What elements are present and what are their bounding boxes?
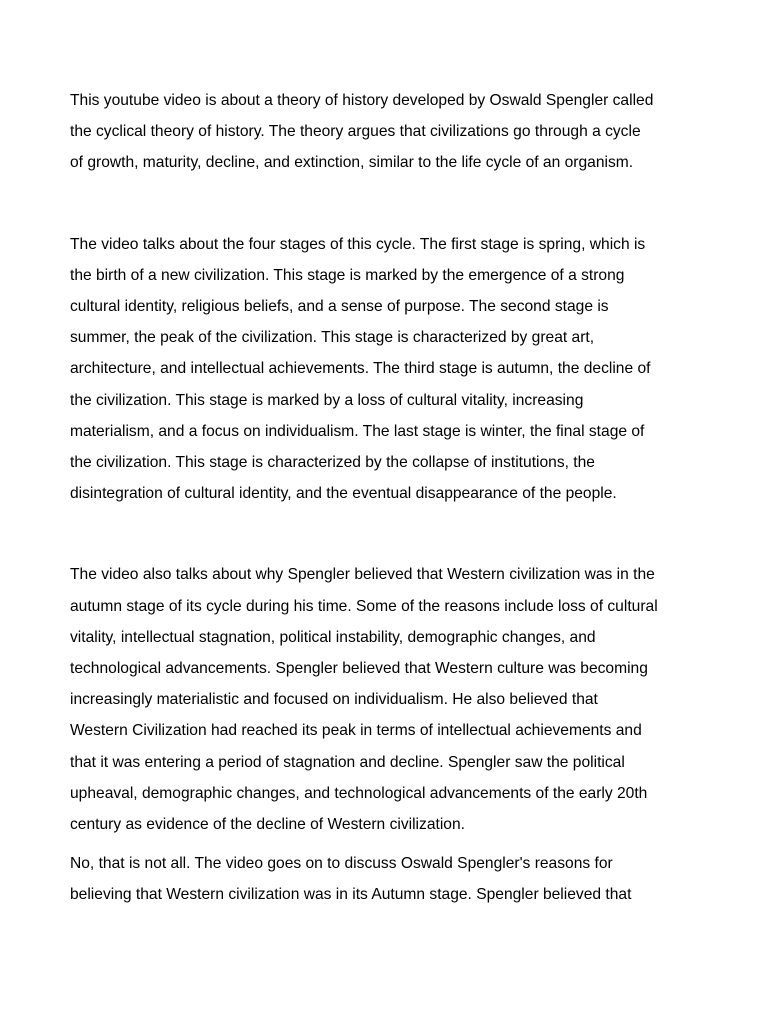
paragraph-autumn-reasons <box>70 559 710 840</box>
paragraph-continuation <box>70 848 710 910</box>
text-line: the civilization. This stage is marked by a loss of cultural vitality, increasing <box>70 391 584 409</box>
paragraph-intro <box>70 85 710 179</box>
text-line: The video also talks about why Spengler believed that Western civilization was in the <box>70 566 655 584</box>
text-line: upheaval, demographic changes, and technological advancements of the early 20th <box>70 784 648 802</box>
text-line: disintegration of cultural identity, and the eventual disappearance of the people. <box>70 485 617 503</box>
text-line: autumn stage of its cycle during his time. Some of the reasons include loss of cultural <box>70 597 658 615</box>
text-line: Western Civilization had reached its peak in terms of intellectual achievements and <box>70 722 642 740</box>
text-line: vitality, intellectual stagnation, political instability, demographic changes, and <box>70 628 596 646</box>
text-line: believing that Western civilization was in its Autumn stage. Spengler believed that <box>70 886 632 904</box>
text-line: This youtube video is about a theory of history developed by Oswald Spengler called <box>70 92 654 109</box>
text-line: the birth of a new civilization. This stage is marked by the emergence of a strong <box>70 266 625 284</box>
text-line: century as evidence of the decline of Western civilization. <box>70 816 465 834</box>
text-line: the civilization. This stage is characterized by the collapse of institutions, the <box>70 454 595 472</box>
text-line: cultural identity, religious beliefs, and a sense of purpose. The second stage is <box>70 298 609 316</box>
text-line: materialism, and a focus on individualism. The last stage is winter, the final stage of <box>70 422 645 440</box>
document-body <box>70 85 710 911</box>
text-line: The video talks about the four stages of this cycle. The first stage is spring, which is <box>70 235 646 253</box>
text-line: No, that is not all. The video goes on to discuss Oswald Spengler's reasons for <box>70 855 613 873</box>
text-line: technological advancements. Spengler believed that Western culture was becoming <box>70 660 648 678</box>
paragraph-stages <box>70 229 710 510</box>
text-line: summer, the peak of the civilization. This stage is characterized by great art, <box>70 329 595 347</box>
text-line: that it was entering a period of stagnation and decline. Spengler saw the political <box>70 753 625 771</box>
text-line: the cyclical theory of history. The theory argues that civilizations go through a cycle <box>70 123 641 141</box>
text-line: of growth, maturity, decline, and extinction, similar to the life cycle of an organism. <box>70 154 634 172</box>
text-line: increasingly materialistic and focused on individualism. He also believed that <box>70 691 598 709</box>
text-line: architecture, and intellectual achievements. The third stage is autumn, the decline of <box>70 360 651 378</box>
